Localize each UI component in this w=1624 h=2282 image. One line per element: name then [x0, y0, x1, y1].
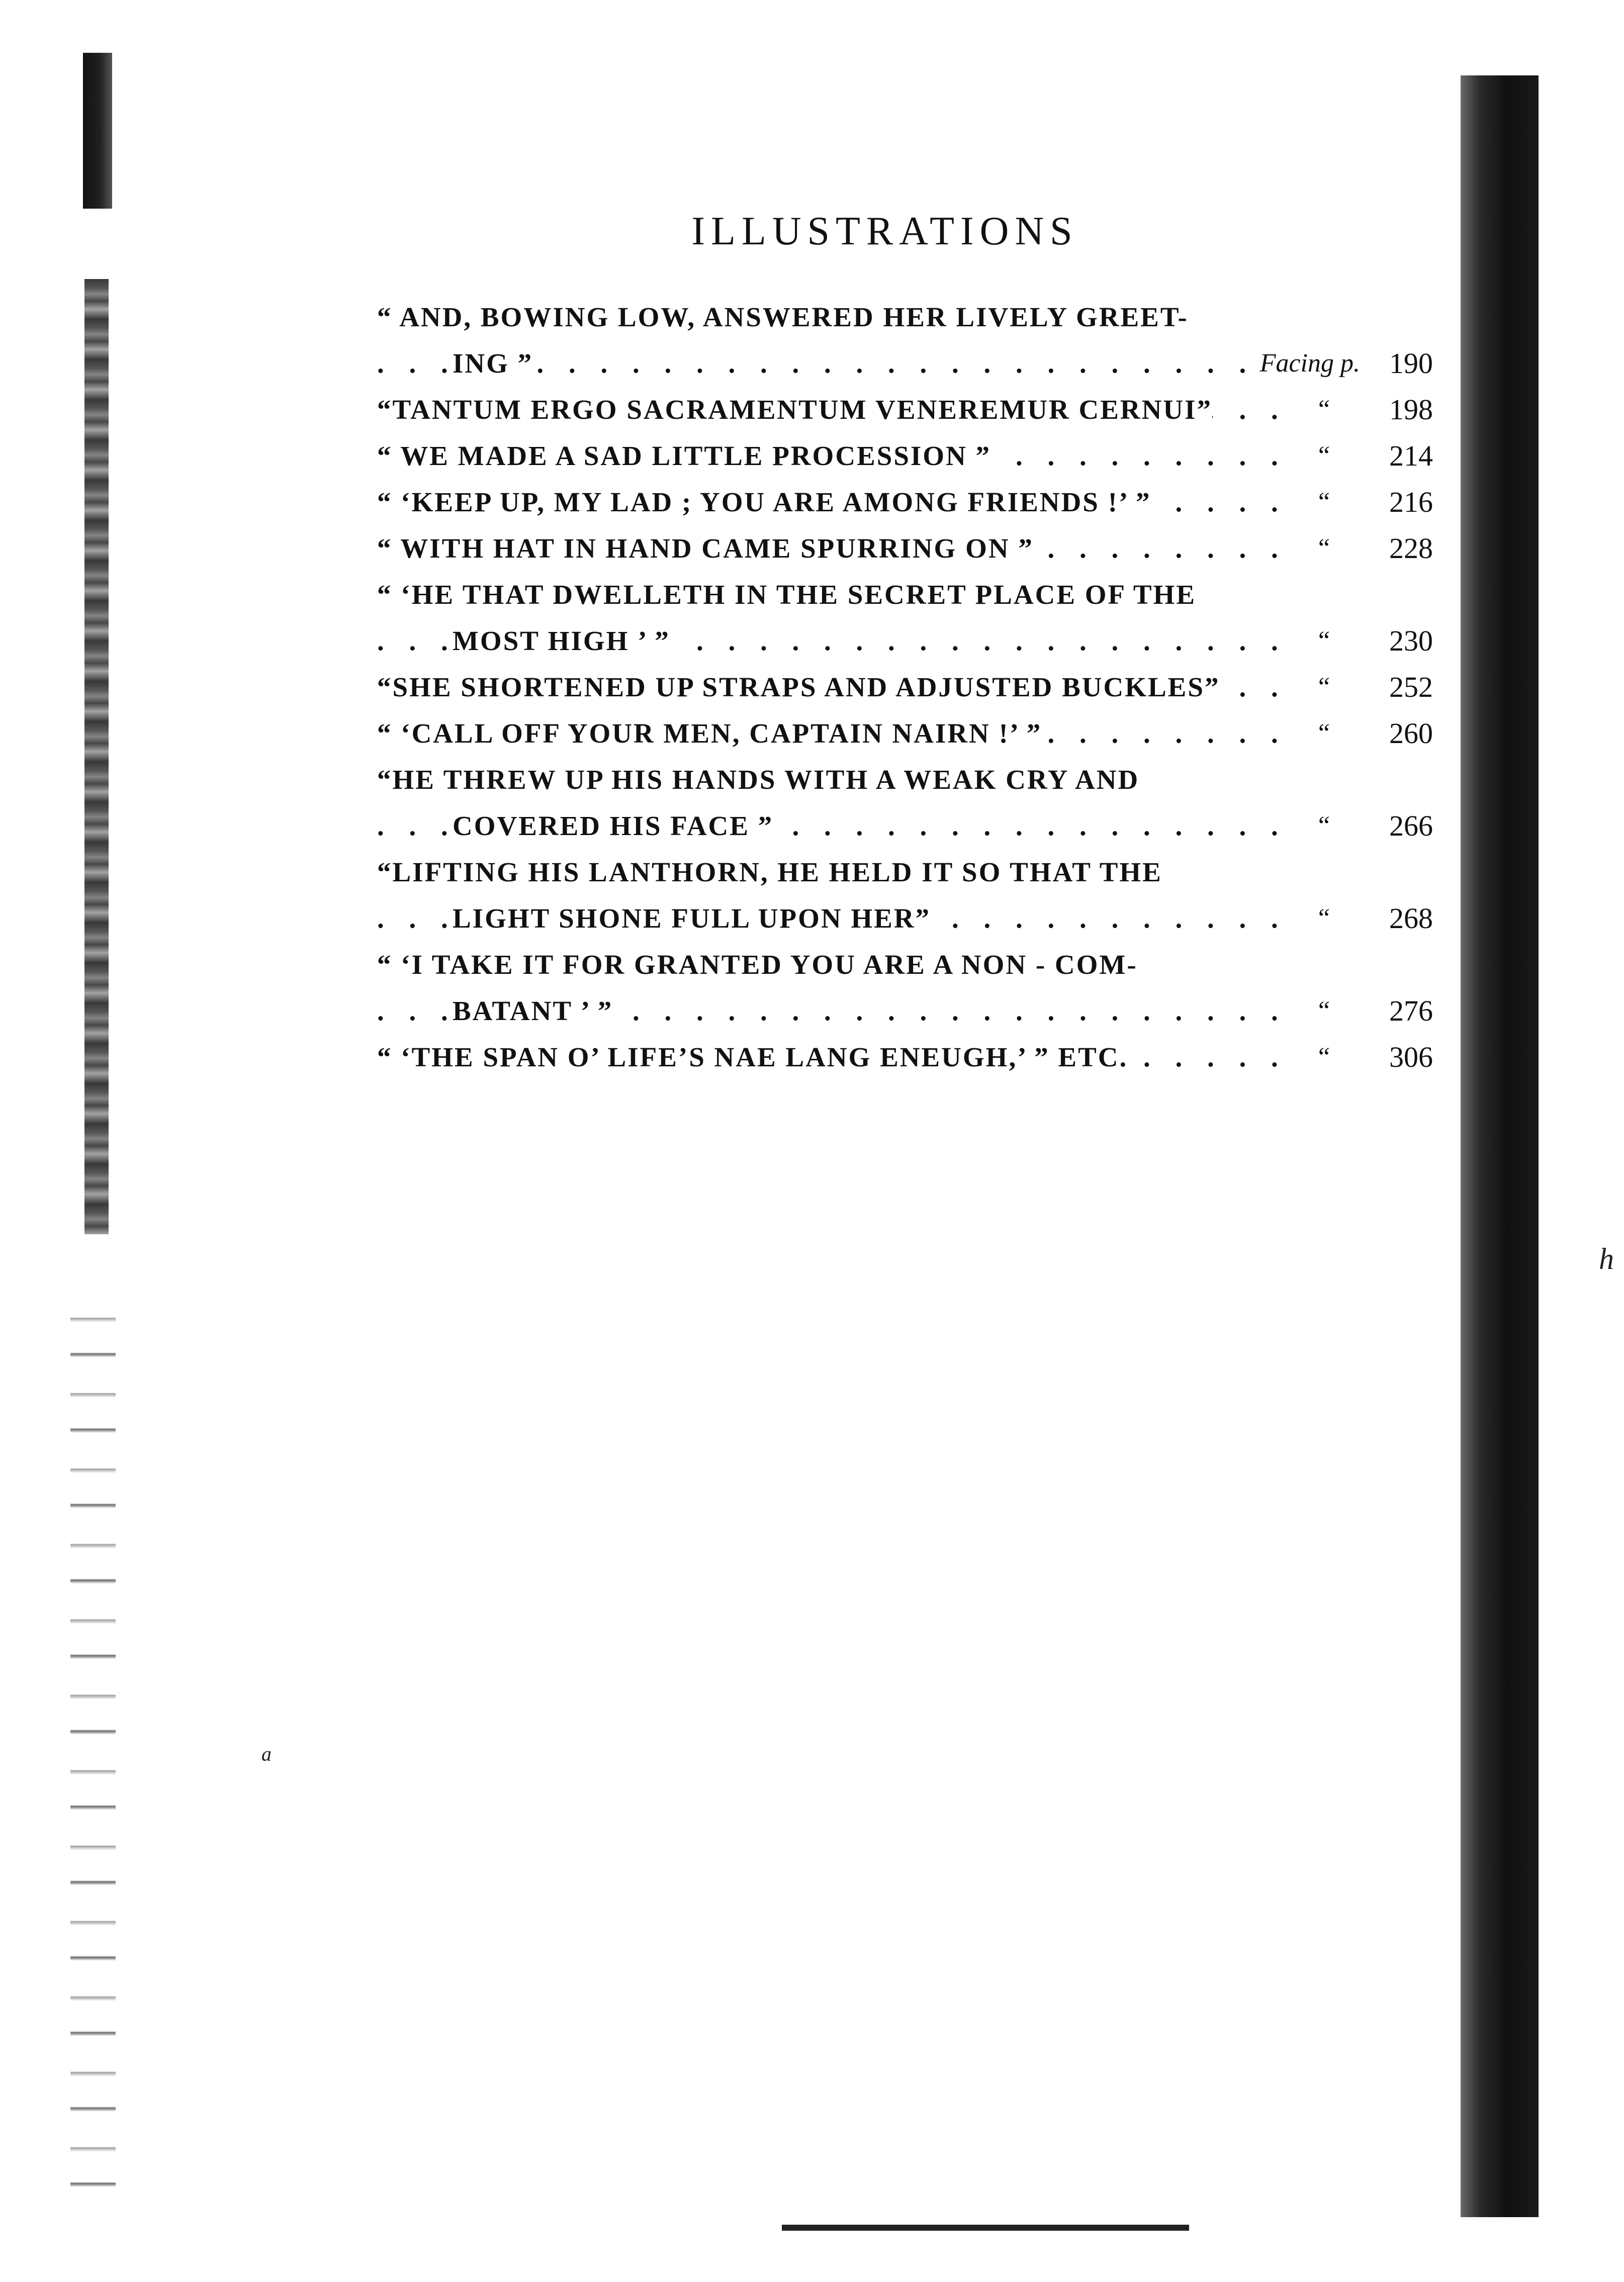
entry-line [377, 572, 1433, 618]
ditto-mark: “ [1318, 1043, 1330, 1071]
entry-line [377, 664, 1433, 710]
entry-line [377, 294, 1433, 340]
illustration-entry [377, 664, 1433, 710]
page-number: 198 [1389, 393, 1433, 426]
illustration-entry [377, 294, 1433, 387]
entry-line [377, 849, 1433, 895]
page-number: 276 [1389, 994, 1433, 1027]
entry-line [377, 340, 1433, 387]
ditto-mark: “ [1318, 488, 1330, 516]
caption-text: LIGHT SHONE FULL UPON HER” [453, 903, 931, 934]
page-number: 268 [1389, 902, 1433, 935]
facing-label: Facing p. [1254, 340, 1360, 387]
scan-binding-shadow [83, 53, 112, 209]
ditto-mark: “ [1318, 395, 1330, 424]
entry-line [377, 433, 1433, 479]
page-number: 230 [1389, 624, 1433, 657]
ditto-mark: “ [1318, 673, 1330, 701]
caption-text: “ ‘CALL OFF YOUR MEN, CAPTAIN NAIRN !’ ” [377, 718, 1042, 749]
page-number: 252 [1389, 671, 1433, 703]
illustration-entry [377, 849, 1433, 942]
entry-line [377, 803, 1433, 849]
caption-text: “HE THREW UP HIS HANDS WITH A WEAK CRY AND [377, 764, 1140, 795]
caption-text: “TANTUM ERGO SACRAMENTUM VENEREMUR CERNUI” [377, 394, 1212, 425]
illustration-entry [377, 1034, 1433, 1080]
caption-text: ING ” [453, 348, 533, 379]
page-number: 228 [1389, 532, 1433, 565]
ditto-mark: “ [1318, 719, 1330, 748]
illustration-entry [377, 572, 1433, 664]
scan-right-edge-shadow [1461, 75, 1539, 2217]
illustration-entry [377, 433, 1433, 479]
stray-mark: h [1599, 1242, 1614, 1275]
entry-line [377, 387, 1433, 433]
entry-line [377, 942, 1433, 988]
entry-line [377, 479, 1433, 525]
page-number: 190 [1389, 347, 1433, 380]
ditto-mark: “ [1318, 904, 1330, 933]
page-title: ILLUSTRATIONS [691, 209, 1078, 253]
caption-text: BATANT ’ ” [453, 995, 613, 1026]
caption-text: “LIFTING HIS LANTHORN, HE HELD IT SO THAT THE [377, 857, 1162, 887]
illustration-entry [377, 942, 1433, 1034]
entry-line [377, 1034, 1433, 1080]
stray-mark: a [261, 1743, 272, 1765]
illustration-entry [377, 757, 1433, 849]
ditto-mark: “ [1318, 996, 1330, 1025]
page-number: 260 [1389, 717, 1433, 750]
illustration-entry [377, 387, 1433, 433]
page-number: 216 [1389, 486, 1433, 518]
caption-text: “ ‘I TAKE IT FOR GRANTED YOU ARE A NON - COM- [377, 949, 1138, 980]
caption-text: “SHE SHORTENED UP STRAPS AND ADJUSTED BUCKLES” [377, 672, 1220, 702]
ditto-mark: “ [1318, 811, 1330, 840]
caption-text: “ ‘KEEP UP, MY LAD ; YOU ARE AMONG FRIENDS !’ ” [377, 487, 1151, 517]
entry-line [377, 710, 1433, 757]
ditto-mark: “ [1318, 626, 1330, 655]
caption-text: “ WE MADE A SAD LITTLE PROCESSION ” [377, 440, 991, 471]
caption-text: “ ‘THE SPAN O’ LIFE’S NAE LANG ENEUGH,’ ” ETC. [377, 1042, 1128, 1072]
illustration-entry [377, 710, 1433, 757]
ditto-mark: “ [1318, 441, 1330, 470]
scan-binding-shadow-lower [84, 279, 109, 1234]
caption-text: “ WITH HAT IN HAND CAME SPURRING ON ” [377, 533, 1034, 564]
ditto-mark: “ [1318, 534, 1330, 563]
caption-text: MOST HIGH ’ ” [453, 625, 670, 656]
caption-text: “ ‘HE THAT DWELLETH IN THE SECRET PLACE OF THE [377, 579, 1197, 610]
scan-edge-speckle [70, 1282, 116, 2212]
illustrations-list [377, 294, 1433, 1080]
entry-line [377, 757, 1433, 803]
entry-line [377, 525, 1433, 572]
bottom-rule [782, 2225, 1189, 2231]
entry-line [377, 618, 1433, 664]
entry-line [377, 895, 1433, 942]
illustration-entry [377, 479, 1433, 525]
caption-text: COVERED HIS FACE ” [453, 810, 774, 841]
caption-text: “ AND, BOWING LOW, ANSWERED HER LIVELY GREET- [377, 302, 1189, 332]
illustration-entry [377, 525, 1433, 572]
page-number: 214 [1389, 439, 1433, 472]
page-number: 306 [1389, 1041, 1433, 1073]
entry-line [377, 988, 1433, 1034]
page-number: 266 [1389, 809, 1433, 842]
